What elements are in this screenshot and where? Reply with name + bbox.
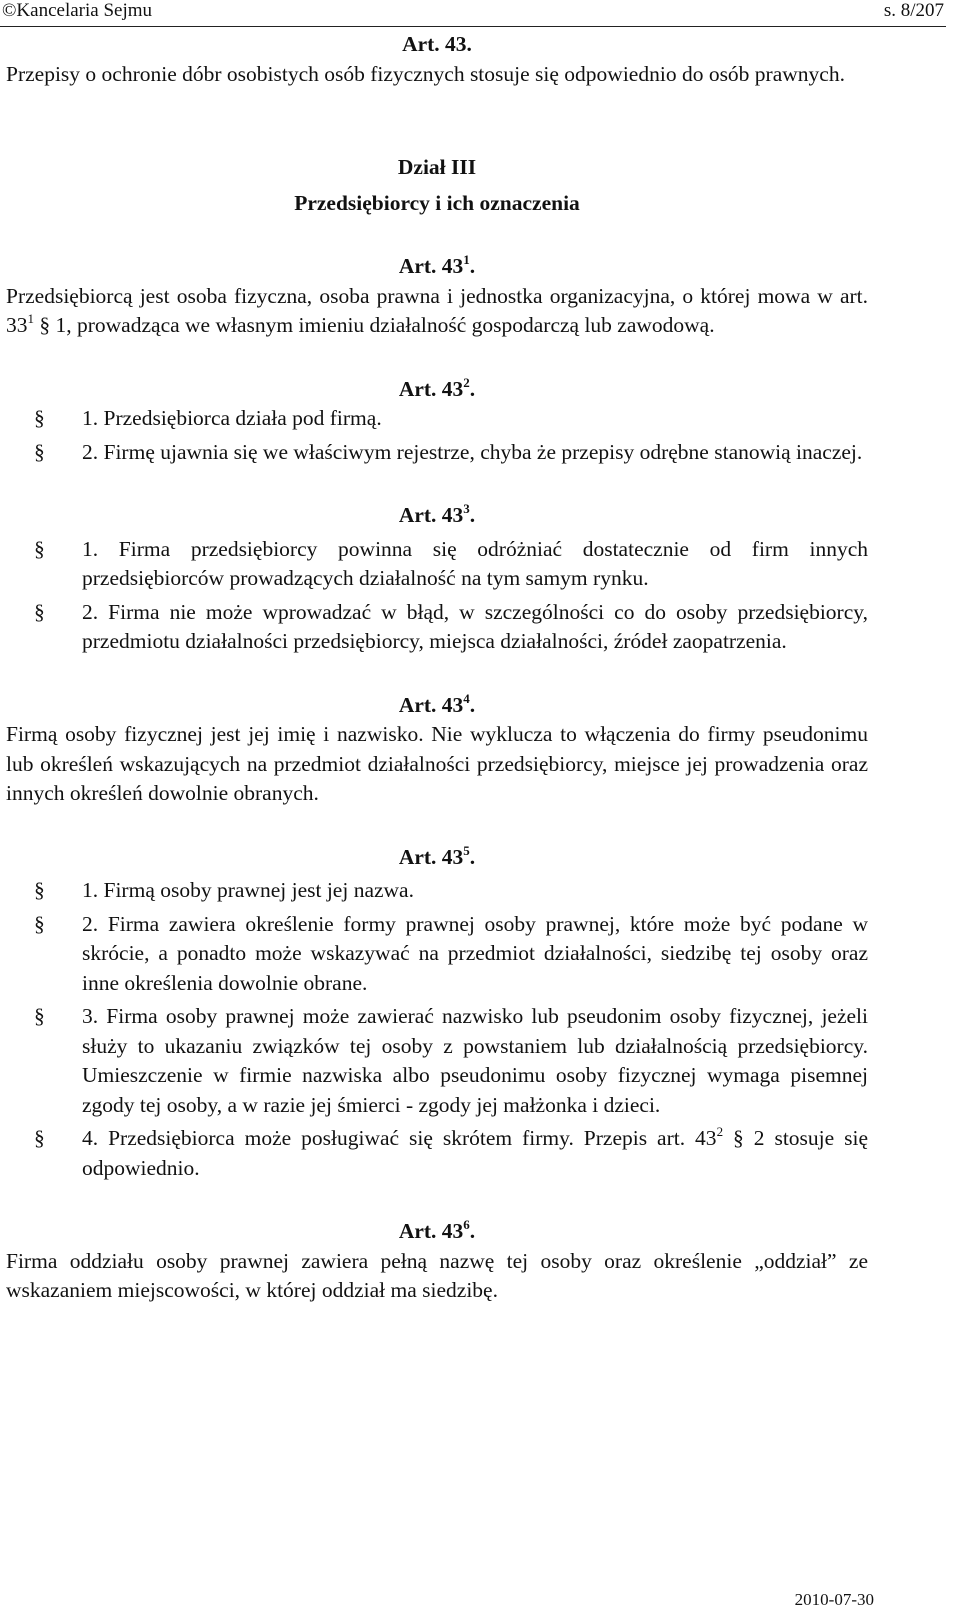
art-43-2-title-text: Art. 43 [398,376,464,401]
section-symbol: § [34,911,45,936]
art-43-5-sup: 5 [463,842,470,858]
section-number: 1. [82,406,99,430]
section-number: 4. [82,1126,99,1150]
section-text-a: Przedsiębiorca może posługiwać się skrótem firmy. Przepis art. 43 [108,1126,717,1150]
art-43-1-ref-sup: 1 [27,311,34,326]
footer-date: 2010-07-30 [794,1590,874,1609]
header-page-number: s. 8/207 [883,0,944,21]
art-43-3-title-text: Art. 43 [398,503,464,527]
section-symbol: § [34,599,45,624]
header-source: ©Kancelaria Sejmu [2,0,153,21]
art-43-6-title: Art. $43^6$. [398,1217,476,1243]
art-43-1-text [6,282,868,341]
section-text: Firma przedsiębiorcy powinna się odróżniać dostatecznie od firm innych przedsiębiorców prowadzących działalność na tym samym rynku. [82,536,868,590]
section-symbol: § [34,1004,45,1028]
section-number: 3. [82,1004,99,1028]
art-43-5-section-4 [6,1124,868,1183]
art-43-2-section-2 [6,438,868,468]
section-number: 2. [82,439,99,464]
art-43-4-sup: 4 [463,690,470,706]
section-number: 1. [82,878,99,902]
document-body [6,28,868,1306]
art-43-2-sup: 2 [463,374,470,390]
art-43-5-section-3 [6,1002,868,1120]
section-number: 2. [82,599,99,624]
art-43-2-section-1 [6,404,868,434]
section-symbol-inline: § [733,1126,744,1150]
art-43-6-sup: 6 [463,1217,470,1232]
art-43-4-title-text: Art. 43 [398,692,464,717]
division-subtitle: Przedsiębiorcy i ich oznaczenia [294,190,580,215]
art-43-6-text: Firma oddziału osoby prawnej zawiera pełną nazwę tej osoby oraz określenie „oddział” ze wskazaniem miejscowości, w której oddział ma siedzibę. [6,1248,868,1302]
art-43-5-title-text: Art. 43 [398,844,464,869]
art-43-text: Przepisy o ochronie dóbr osobistych osób fizycznych stosuje się odpowiednio do osób prawnych. [6,61,845,86]
art-43-1-title: Art. $43^1$. [398,252,476,278]
section-text: Przedsiębiorca działa pod firmą. [103,406,382,430]
art-43-3-title: Art. $43^3$. [398,501,476,527]
art-43-2-title: Art. $43^2$. [398,374,476,401]
art-43-3-sup: 3 [463,501,470,516]
section-text: Firma osoby prawnej może zawierać nazwisko lub pseudonim osoby fizycznej, jeżeli służy to ukazaniu związków tej osoby z powstaniem lub działalnością przedsiębiorcy. Umieszczenie w firmie nazwiska albo pseudonimu osoby fizycznej wymaga pisemnej zgody tej osoby, a w razie jej śmierci - zgody jej małżonka i dzieci. [82,1004,868,1117]
section-text: Firmą osoby prawnej jest jej nazwa. [103,878,414,902]
section-text: Firmę ujawnia się we właściwym rejestrze, chyba że przepisy odrębne stanowią inaczej. [103,439,863,464]
section-symbol: § [34,1126,45,1150]
section-symbol: § [39,313,51,337]
division-title: Dział III [397,155,477,179]
art-43-5-title: Art. $43^5$. [398,842,476,869]
art-43-6-title-text: Art. 43 [398,1219,464,1243]
section-symbol: § [34,536,45,561]
art-43-3-section-1 [6,535,868,594]
section-number: 2. [82,911,99,936]
art-43-1-text-a: Przedsiębiorcą jest osoba fizyczna, osoba prawna i jednostka organizacyjna, o której mowa w art. 33 [6,283,868,337]
art-43-5-section-2 [6,910,868,999]
section-number: 1. [82,536,99,561]
section-text: Firma nie może wprowadzać w błąd, w szczególności co do osoby przedsiębiorcy, przedmiotu działalności przedsiębiorcy, miejsca działalności, źródeł zaopatrzenia. [82,599,868,653]
art-43-5-section-1 [6,876,868,906]
art-43-5-ref-sup: 2 [716,1124,724,1139]
art-43-title: Art. 43. [402,32,472,56]
art-43-1-title-text: Art. 43 [398,254,464,278]
section-symbol: § [34,406,45,430]
art-43-4-text: Firmą osoby fizycznej jest jej imię i nazwisko. Nie wyklucza to włączenia do firmy pseudonimu lub określeń wskazujących na przedmiot działalności przedsiębiorcy, miejsce jej prowadzenia oraz innych określeń dowolnie obranych. [6,722,868,805]
section-symbol: § [34,878,45,902]
art-43-4-title: Art. $43^4$. [398,690,476,717]
art-43-1-text-b: 1, prowadząca we własnym imieniu działalność gospodarczą lub zawodową. [50,313,715,337]
section-text-b: 2 stosuje się odpowiednio. [82,1126,869,1180]
section-text: Firma zawiera określenie formy prawnej osoby prawnej, które może być podane w skrócie, a ponadto może wskazywać na przedmiot działalności, siedzibę tej osoby oraz inne określenia dowolnie obrane. [82,911,869,995]
header-divider [0,26,946,27]
art-43-1-sup: 1 [463,252,470,267]
section-symbol: § [34,439,45,464]
art-43-3-section-2 [6,598,868,657]
